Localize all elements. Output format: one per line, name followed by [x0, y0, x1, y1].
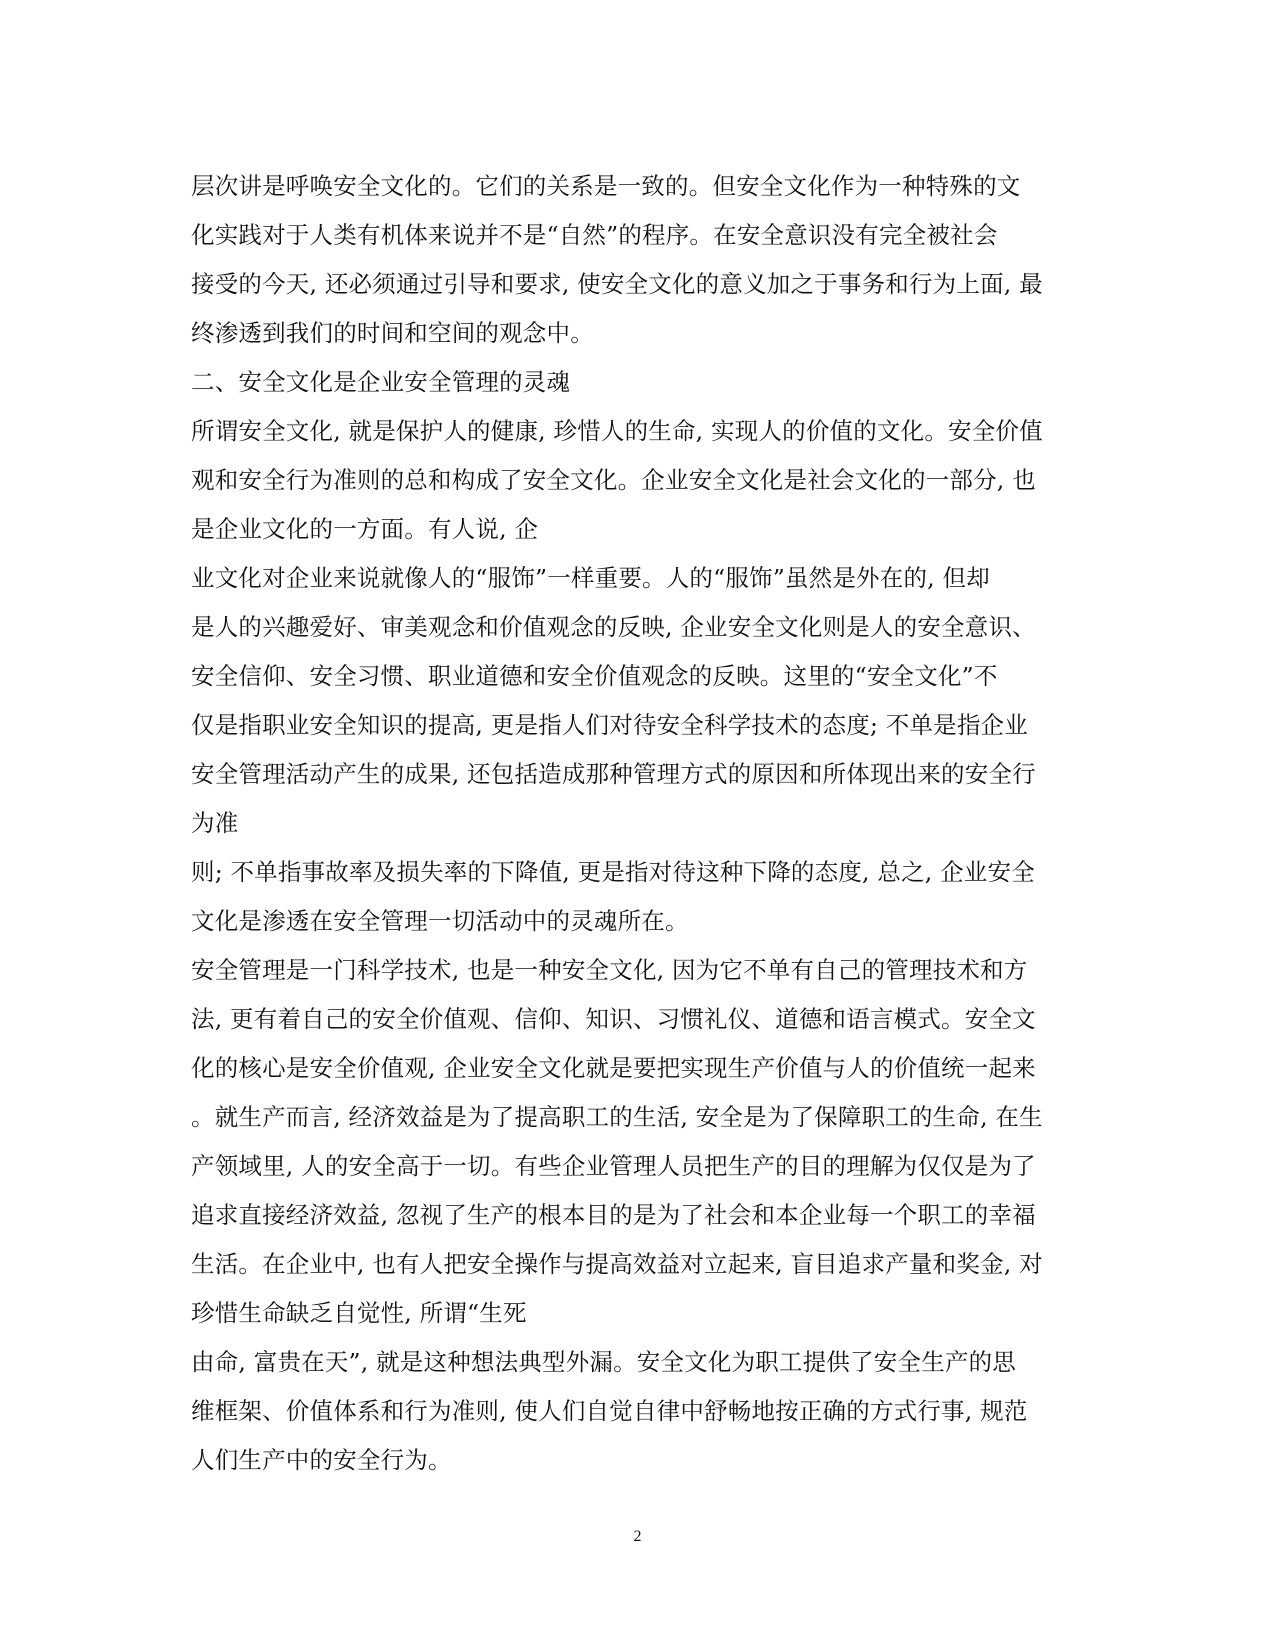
text-line: 由命, 富贵在天”, 就是这种想法典型外漏。安全文化为职工提供了安全生产的思 — [191, 1348, 1016, 1376]
text-line: 终渗透到我们的时间和空间的观念中。 — [191, 319, 594, 347]
text-line: 观和安全行为准则的总和构成了安全文化。企业安全文化是社会文化的一部分, 也 — [191, 466, 1036, 494]
text-line: 是人的兴趣爱好、审美观念和价值观念的反映, 企业安全文化则是人的安全意识、 — [191, 613, 1036, 641]
page-number: 2 — [633, 1528, 642, 1545]
text-line: 安全管理活动产生的成果, 还包括造成那种管理方式的原因和所体现出来的安全行 — [191, 760, 1036, 788]
text-line: 业文化对企业来说就像人的“服饰”一样重要。人的“服饰”虽然是外在的, 但却 — [191, 564, 990, 592]
text-line: 安全管理是一门科学技术, 也是一种安全文化, 因为它不单有自己的管理技术和方 — [191, 956, 1028, 984]
text-line: 追求直接经济效益, 忽视了生产的根本目的是为了社会和本企业每一个职工的幸福 — [191, 1201, 1036, 1229]
text-line: 维框架、价值体系和行为准则, 使人们自觉自律中舒畅地按正确的方式行事, 规范 — [191, 1397, 1028, 1425]
body-text — [191, 162, 1091, 1485]
text-line: 是企业文化的一方面。有人说, 企 — [191, 515, 539, 543]
text-line: 生活。在企业中, 也有人把安全操作与提高效益对立起来, 盲目追求产量和奖金, 对 — [191, 1250, 1043, 1278]
text-line: 产领域里, 人的安全高于一切。有些企业管理人员把生产的目的理解为仅仅是为了 — [191, 1152, 1036, 1180]
section-heading: 二、安全文化是企业安全管理的灵魂 — [191, 368, 571, 396]
text-line: 化实践对于人类有机体来说并不是“自然”的程序。在安全意识没有完全被社会 — [191, 221, 998, 249]
text-line: 。就生产而言, 经济效益是为了提高职工的生活, 安全是为了保障职工的生命, 在生 — [191, 1103, 1043, 1131]
text-line: 为准 — [191, 809, 239, 837]
text-line: 则; 不单指事故率及损失率的下降值, 更是指对待这种下降的态度, 总之, 企业安全 — [191, 858, 1035, 886]
text-line: 接受的今天, 还必须通过引导和要求, 使安全文化的意义加之于事务和行为上面, 最 — [191, 270, 1043, 298]
text-line: 安全信仰、安全习惯、职业道德和安全价值观念的反映。这里的“安全文化”不 — [191, 662, 998, 690]
text-line: 层次讲是呼唤安全文化的。它们的关系是一致的。但安全文化作为一种特殊的文 — [191, 172, 1021, 200]
text-line: 珍惜生命缺乏自觉性, 所谓“生死 — [191, 1299, 527, 1327]
text-line: 法, 更有着自己的安全价值观、信仰、知识、习惯礼仪、道德和语言模式。安全文 — [191, 1005, 1036, 1033]
text-line: 化的核心是安全价值观, 企业安全文化就是要把实现生产价值与人的价值统一起来 — [191, 1054, 1036, 1082]
text-line: 仅是指职业安全知识的提高, 更是指人们对待安全科学技术的态度; 不单是指企业 — [191, 711, 1028, 739]
text-line: 所谓安全文化, 就是保护人的健康, 珍惜人的生命, 实现人的价值的文化。安全价值 — [191, 417, 1043, 445]
text-line: 人们生产中的安全行为。 — [191, 1446, 452, 1474]
text-line: 文化是渗透在安全管理一切活动中的灵魂所在。 — [191, 907, 689, 935]
